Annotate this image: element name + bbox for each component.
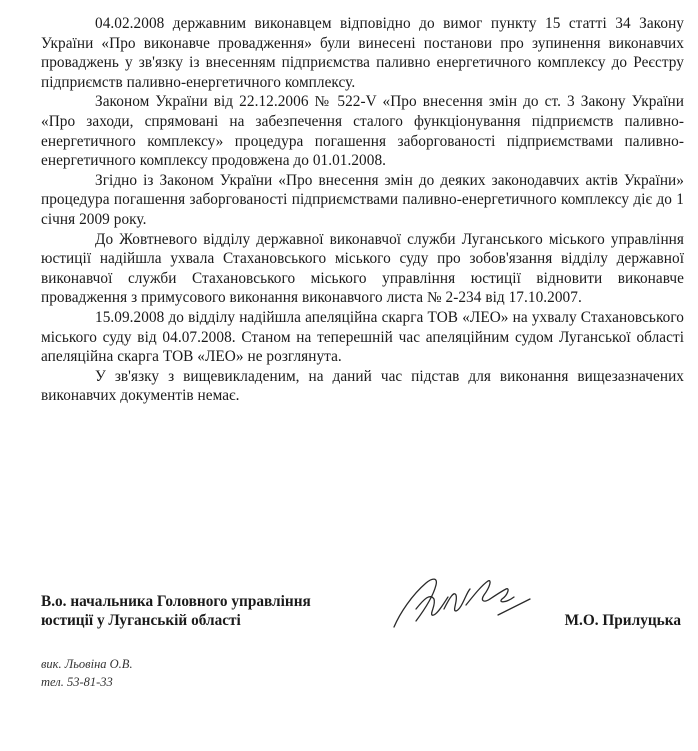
- executor-info: [41, 656, 133, 691]
- paragraph-law-amendments: Згідно із Законом України «Про внесення змін до деяких законодавчих актів України» процедура погашення заборгованості підприємствами паливно-енергетичного комплексу діє до 1 січня 2009 року.: [41, 171, 684, 228]
- handwritten-signature: [386, 569, 536, 635]
- paragraph-court-ruling: До Жовтневого відділу державної виконавчої служби Луганського міського управління юстиції надійшла ухвала Стахановського міського суду про зобов'язання відділу державної виконавчої служби Стахановського міського управління юстиції відновити виконавче провадження з примусового виконання виконавчого листа № 2-234 від 17.10.2007.: [41, 230, 684, 307]
- executor-name: вик. Льовіна О.В.: [41, 657, 133, 671]
- signatory-title-line2: юстиції у Луганській області: [41, 612, 241, 629]
- executor-phone: тел. 53-81-33: [41, 674, 113, 689]
- document-body: [41, 14, 684, 406]
- signatory-title: [41, 592, 311, 630]
- signatory-title-line1: В.о. начальника Головного управління: [41, 593, 311, 610]
- signature-block: [41, 592, 684, 642]
- paragraph-conclusion: У зв'язку з вищевикладеним, на даний час підстав для виконання вищезазначених виконавчих документів немає.: [41, 367, 684, 405]
- signatory-name: М.О. Прилуцька: [564, 612, 681, 629]
- paragraph-appeal: 15.09.2008 до відділу надійшла апеляційна скарга ТОВ «ЛЕО» на ухвалу Стахановського міського суду від 04.07.2008. Станом на теперешній час апеляційним судом Луганської області апеляційна скарга ТОВ «ЛЕО» не розглянута.: [41, 308, 684, 366]
- paragraph-suspension: 04.02.2008 державним виконавцем відповідно до вимог пункту 15 статті 34 Закону України «Про виконавче провадження» були винесені постанови про зупинення виконавчих проваджень у зв'язку із внесенням підприємства паливно енергетичного комплексу до Реєстру підприємств паливно-енергетичного комплексу.: [41, 15, 684, 91]
- paragraph-law-522: Законом України від 22.12.2006 № 522-V «Про внесення змін до ст. 3 Закону України «Про заходи, спрямовані на забезпечення сталого функціонування підприємств паливно-енергетичного комплексу» процедура погашення заборгованості підприємствами паливно-енергетичного комплексу продовжена до 01.01.2008.: [41, 93, 684, 170]
